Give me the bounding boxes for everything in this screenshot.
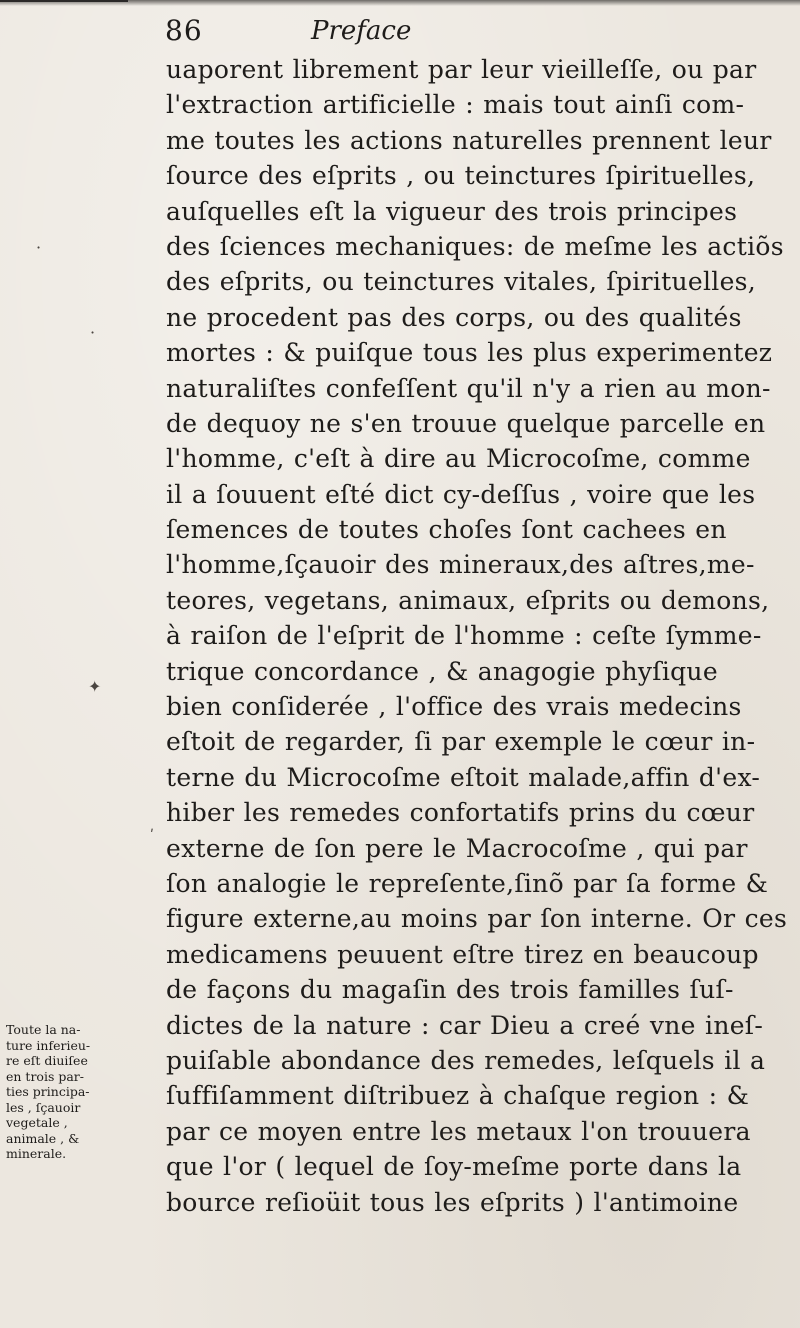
ink-dot-icon: · (90, 323, 96, 342)
text-line: des eſprits, ou teinctures vitales, ſpirituelles, (166, 267, 757, 297)
text-line: de façons du magaſin des trois familles ſuſ- (166, 975, 734, 1005)
text-line: uaporent librement par leur vieilleſſe, ou par (166, 55, 757, 84)
text-line: dictes de la nature : car Dieu a creé vne ineſ- (166, 1010, 764, 1040)
text-line: de dequoy ne s'en trouue quelque parcelle en (166, 408, 766, 438)
page-number: 86 (165, 14, 203, 47)
text-line: mortes : & puiſque tous les plus experimentez (166, 338, 773, 368)
text-line: par ce moyen entre les metaux l'on trouuera (166, 1116, 751, 1146)
ink-tick-icon: ʹ (150, 828, 154, 844)
text-line: medicamens peuuent eſtre tirez en beaucoup (166, 939, 759, 969)
text-line: figure externe,au moins par ſon interne. Or ces (166, 904, 788, 934)
body-text (166, 52, 788, 1220)
text-line: il a ſouuent eſté dict cy-deſſus , voire que les (166, 479, 756, 509)
text-line: me toutes les actions naturelles prennent leur (166, 125, 772, 155)
binding-edge-line (0, 0, 128, 2)
marginal-note (6, 1022, 156, 1162)
text-line: l'homme, c'eſt à dire au Microcoſme, comme (166, 444, 751, 474)
text-line: ſemences de toutes choſes ſont cachees en (166, 515, 727, 545)
text-line: eſtoit de regarder, ſi par exemple le cœur in- (166, 727, 756, 757)
text-line: à raiſon de l'eſprit de l'homme : ceſte ſymme- (166, 621, 762, 651)
margin-note-line: vegetale , (6, 1115, 68, 1130)
text-line: ſon analogie le repreſente,ſinõ par ſa forme & (166, 868, 769, 898)
text-line: puiſable abondance des remedes, leſquels il a (166, 1045, 766, 1075)
text-line: externe de ſon pere le Macrocoſme , qui par (166, 833, 748, 863)
text-line: hiber les remedes confortatifs prins du cœur (166, 798, 755, 828)
ink-dot-icon: · (36, 238, 42, 257)
margin-note-line: en trois par- (6, 1068, 84, 1084)
margin-note-line: minerale. (6, 1146, 67, 1161)
text-line: l'extraction artificielle : mais tout ainſi com- (166, 90, 745, 120)
margin-note-line: Toute la na- (6, 1022, 81, 1037)
margin-note-line: re eſt diuiſee (6, 1053, 88, 1068)
margin-note-line: les , ſçauoir (6, 1099, 81, 1115)
star-mark-icon: ✦ (88, 677, 102, 696)
text-line: bource reſioüit tous les eſprits ) l'antimoine (166, 1187, 739, 1217)
text-line: ſource des eſprits , ou teinctures ſpirituelles, (166, 161, 756, 191)
margin-note-line: ture inferieu- (6, 1037, 91, 1053)
text-line: que l'or ( lequel de ſoy-meſme porte dans la (166, 1152, 742, 1182)
text-line: teores, vegetans, animaux, eſprits ou demons, (166, 585, 770, 615)
running-head (165, 14, 785, 50)
running-title: Preface (311, 16, 412, 46)
margin-note-line: ties principa- (6, 1084, 90, 1099)
margin-note-line: animale , & (6, 1130, 80, 1146)
text-line: ne procedent pas des corps, ou des qualités (166, 302, 742, 332)
text-line: bien conſiderée , l'office des vrais medecins (166, 692, 742, 722)
text-line: ſuffiſamment diſtribuez à chaſque region : & (166, 1081, 750, 1111)
text-line: naturaliſtes confeſſent qu'il n'y a rien au mon- (166, 373, 771, 403)
text-line: l'homme,ſçauoir des mineraux,des aſtres,me- (166, 550, 755, 580)
text-line: terne du Microcoſme eſtoit malade,affin d'ex- (166, 762, 761, 792)
text-line: des ſciences mechaniques: de meſme les actiõs (166, 231, 784, 261)
text-line: auſquelles eſt la vigueur des trois principes (166, 196, 738, 226)
text-line: trique concordance , & anagogie phyſique (166, 656, 718, 686)
